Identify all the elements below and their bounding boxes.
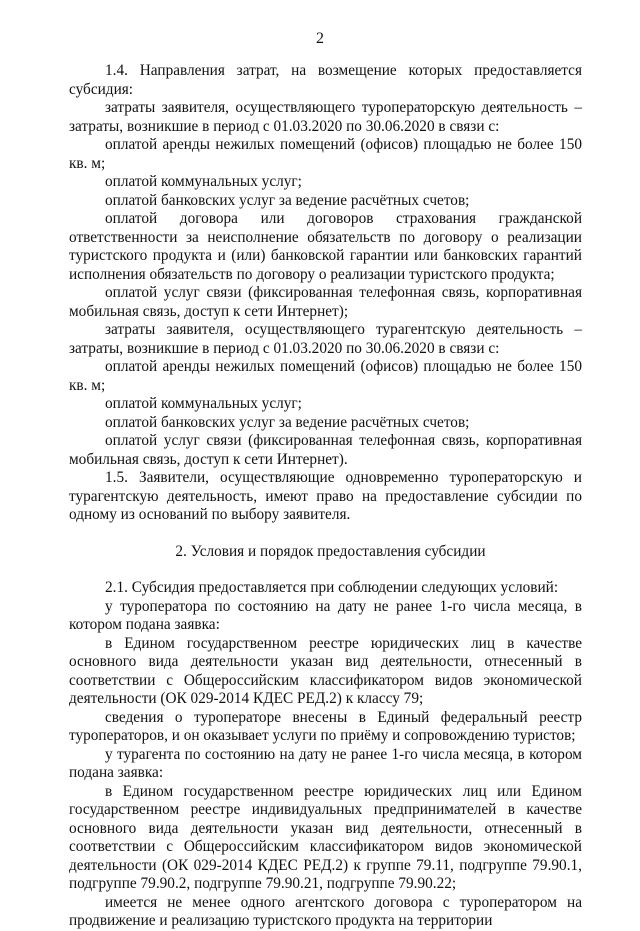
list-item-insurance: оплатой договора или договоров страхования гражданской ответственности за неисполнение обязательств по договору о реализации туристского продукта и (или) банковской гарантии или банковских гарантий исполнения обязательств по договору о реализации туристского продукта; xyxy=(69,210,582,283)
condition-touroperator-egrul: в Едином государственном реестре юридических лиц в качестве основного вида деятельности указан вид деятельности, отнесенный в соответствии с Общероссийским классификатором видов экономической деятельности (ОК 029-2014 КДЕС РЕД.2) к классу 79; xyxy=(69,634,582,707)
paragraph-touroperator-costs: затраты заявителя, осуществляющего туроператорскую деятельность – затраты, возникшие в период с 01.03.2020 по 30.06.2020 в связи с: xyxy=(69,99,582,135)
list-item-bank-services: оплатой банковских услуг за ведение расчётных счетов; xyxy=(105,191,470,209)
list-item-communications: оплатой услуг связи (фиксированная телефонная связь, корпоративная мобильная связь, доступ к сети Интернет); xyxy=(69,284,582,320)
section-heading: 2. Условия и порядок предоставления субсидии xyxy=(175,542,486,560)
list-item-utilities-agent: оплатой коммунальных услуг; xyxy=(105,395,302,412)
paragraph-travel-agent-costs: затраты заявителя, осуществляющего турагентскую деятельность – затраты, возникшие в период с 01.03.2020 по 30.06.2020 в связи с: xyxy=(69,321,582,357)
list-item-communications-agent: оплатой услуг связи (фиксированная телефонная связь, корпоративная мобильная связь, доступ к сети Интернет). xyxy=(69,432,582,468)
condition-travel-agent-egrul: в Едином государственном реестре юридических лиц или Едином государственном реестре индивидуальных предпринимателей в качестве основного вида деятельности указан вид деятельности, отнесенный в соответствии с Общероссийским классификатором видов экономической деятельности (ОК 029-2014 КДЕС РЕД.2) к группе 79.11, подгруппе 79.90.1, подгруппе 79.90.2, подгруппе 79.90.21, подгруппе 79.90.22; xyxy=(69,782,582,892)
page-number: 2 xyxy=(316,30,324,47)
condition-touroperator: у туроператора по состоянию на дату не ранее 1-го числа месяца, в котором подана заявка: xyxy=(69,597,582,633)
list-item-rent: оплатой аренды нежилых помещений (офисов) площадью не более 150 кв. м; xyxy=(69,136,582,172)
condition-travel-agent: у турагента по состоянию на дату не ранее 1-го числа месяца, в котором подана заявка: xyxy=(69,745,582,781)
paragraph-1-4: 1.4. Направления затрат, на возмещение которых предоставляется субсидия: xyxy=(69,62,582,98)
condition-touroperator-registry: сведения о туроператоре внесены в Единый федеральный реестр туроператоров, и он оказывает услуги по приёму и сопровождению туристов; xyxy=(69,708,582,744)
paragraph-1-5: 1.5. Заявители, осуществляющие одновременно туроператорскую и турагентскую деятельность, имеют право на предоставление субсидии по одному из оснований по выбору заявителя. xyxy=(69,469,582,523)
list-item-bank-services-agent: оплатой банковских услуг за ведение расчётных счетов; xyxy=(105,413,470,431)
paragraph-2-1: 2.1. Субсидия предоставляется при соблюдении следующих условий: xyxy=(105,579,559,596)
document-body xyxy=(69,62,582,931)
condition-agency-contract: имеется не менее одного агентского договора с туроператором на продвижение и реализацию туристского продукта на территории xyxy=(69,893,582,929)
list-item-utilities: оплатой коммунальных услуг; xyxy=(105,173,302,190)
list-item-rent-agent: оплатой аренды нежилых помещений (офисов) площадью не более 150 кв. м; xyxy=(69,358,582,394)
